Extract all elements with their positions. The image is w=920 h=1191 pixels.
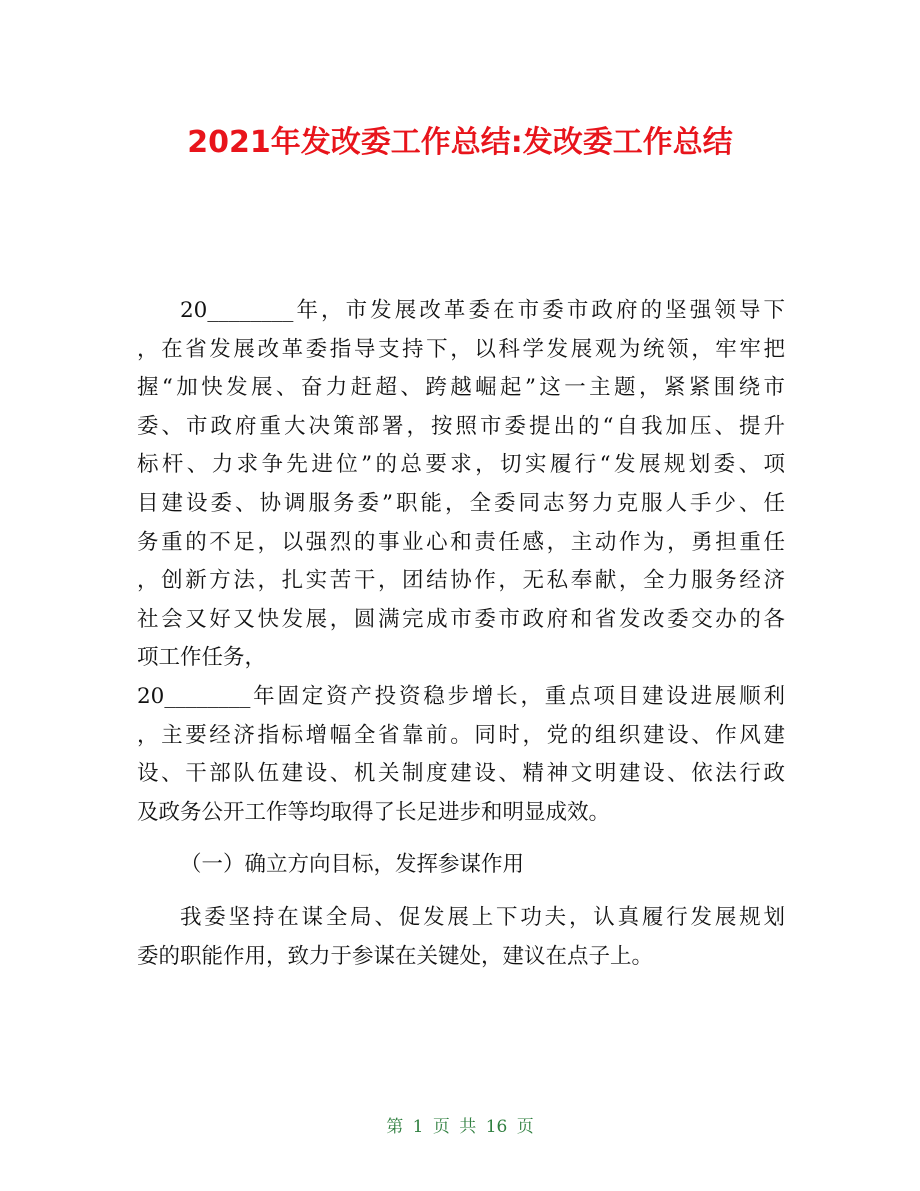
text-line: 社会又好又快发展，圆满完成市委市政府和省发改委交办的各 <box>137 606 785 632</box>
section-heading: （一）确立方向目标，发挥参谋作用 <box>180 852 525 878</box>
document-body <box>137 292 785 976</box>
text-line: ，在省发展改革委指导支持下，以科学发展观为统领，牢牢把 <box>137 336 785 362</box>
text-line: 标杆、力求争先进位”的总要求，切实履行“发展规划委、项 <box>137 452 785 478</box>
text-line: 委的职能作用，致力于参谋在关键处，建议在点子上。 <box>137 943 654 969</box>
text-line: 20________年，市发展改革委在市委市政府的坚强领导下 <box>180 298 785 323</box>
text-line: 及政务公开工作等均取得了长足进步和明显成效。 <box>137 799 611 825</box>
page-number-footer: 第 1 页 共 16 页 <box>386 1117 534 1137</box>
text-line: 20________年固定资产投资稳步增长，重点项目建设进展顺利 <box>137 683 785 709</box>
text-line: 委、市政府重大决策部署，按照市委提出的“自我加压、提升 <box>137 413 785 439</box>
document-title: 2021年发改委工作总结:发改委工作总结 <box>187 125 733 160</box>
text-line: 握“加快发展、奋力赶超、跨越崛起”这一主题，紧紧围绕市 <box>137 375 785 401</box>
text-line: 项工作任务， <box>137 645 267 671</box>
text-line: 务重的不足，以强烈的事业心和责任感，主动作为，勇担重任 <box>137 529 785 555</box>
text-line: ，主要经济指标增幅全省靠前。同时，党的组织建设、作风建 <box>137 722 785 748</box>
text-line: ，创新方法，扎实苦干，团结协作，无私奉献，全力服务经济 <box>137 568 785 594</box>
text-line: 目建设委、协调服务委”职能，全委同志努力克服人手少、任 <box>137 490 785 516</box>
text-line: 我委坚持在谋全局、促发展上下功夫，认真履行发展规划 <box>180 904 785 930</box>
text-line: 设、干部队伍建设、机关制度建设、精神文明建设、依法行政 <box>137 761 785 787</box>
